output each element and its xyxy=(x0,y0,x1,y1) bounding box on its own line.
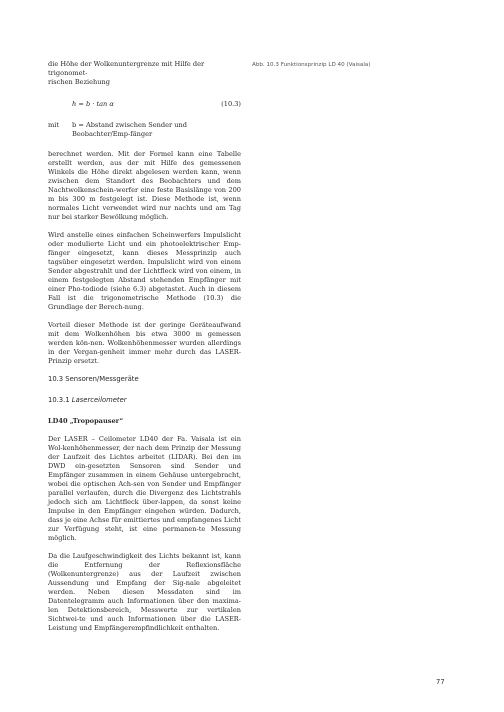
intro-line: die Höhe der Wolkenuntergrenze mit Hilfe der trigonomet- xyxy=(48,60,205,77)
paragraph-1: berechnet werden. Mit der Formel kann eine Tabelle erstellt werden, aus der mit Hilfe des gemessenen Winkels die Höhe direkt abgelesen werden kann, wenn zwischen dem Standort des Beobachters und dem Nachtwolkenschein-werfer eine feste Basislänge von 200 m bis 300 m festgelegt ist. Diese Methode ist, wenn normales Licht verwendet wird nur nachts und am Tag nur bei starker Bewölkung möglich. xyxy=(48,150,241,221)
page-number: 77 xyxy=(436,678,445,686)
paragraph-5: Da die Laufgeschwindigkeit des Lichts bekannt ist, kann die Entfernung der Reflexionsfläche (Wolkenuntergrenze) aus der Laufzeit zwischen Aussendung und Empfang der Sig-nale abgeleitet werden. Neben diesen Messdaten sind im Datentelegramm auch Informationen über den maxima-len Detektionsbereich, Messwerte zur vertikalen Sichtwei-te und auch Informationen über die LASER-Leistung und Empfängerempfindlichkeit enthalten. xyxy=(48,552,241,632)
device-title: LD40 „Tropopauser“ xyxy=(48,417,124,425)
definition-text: b = Abstand zwischen Sender und Beobachter/Emp-fänger xyxy=(72,121,187,138)
intro-paragraph xyxy=(48,60,241,87)
main-text-column xyxy=(48,60,241,642)
definition-mit: mit xyxy=(48,121,60,129)
paragraph-3: Vorteil dieser Methode ist der geringe Geräteaufwand mit dem Wolkenhöhen bis etwa 3000 m gemessen werden kön-nen. Wolkenhöhenmesser wurden allerdings in der Vergan-genheit immer mehr durch das LASER-Prinzip ersetzt. xyxy=(48,321,241,365)
section-heading: 10.3 Sensoren/Messgeräte xyxy=(48,375,139,383)
intro-line: rischen Beziehung xyxy=(48,78,111,86)
formula-expression: h = b · tan α xyxy=(72,100,114,108)
subsection-number: 10.3.1 xyxy=(48,396,70,404)
formula-number: (10.3) xyxy=(221,100,241,108)
subsection-heading xyxy=(48,396,241,405)
paragraph-4: Der LASER – Ceilometer LD40 der Fa. Vaisala ist ein Wol-kenhöhenmesser, der nach dem Prinzip der Messung der Laufzeit des Lichtes arbeitet (LIDAR). Bei den im DWD ein-gesetzten Sensoren sind Sender und Empfänger zusammen in einem Gehäuse untergebracht, wobei die optischen Ach-sen von Sender und Empfänger parallel verlaufen, durch die Divergenz des Lichtstrahls jedoch sich am Lichtfleck über-lappen, da sonst keine Impulse in den Empfänger eingehen würden. Dadurch, dass je eine Achse für emittiertes und empfangenes Licht zur Verfügung steht, ist eine permanen-te Messung möglich. xyxy=(48,435,241,542)
formula-definition xyxy=(48,121,241,139)
subsection-title: Laserceilometer xyxy=(71,396,127,404)
figure-caption: Abb. 10.3 Funktionsprinzip LD 40 (Vaisala) xyxy=(252,62,371,68)
formula-block xyxy=(48,100,241,109)
paragraph-2: Wird anstelle eines einfachen Scheinwerfers Impulslicht oder modulierte Licht und ein photoelektrischer Emp-fänger eingesetzt, kann dieses Messprinzip auch tagsüber eingesetzt werden. Impulslicht wird von einem Sender abgestrahlt und der Lichtfleck wird von einem, in einem festgelegten Abstand stehenden Empfänger mit einer Pho-todiode (siehe 6.3) abgetastet. Auch in diesem Fall ist die trigonometrische Methode (10.3) die Grundlage der Berech-nung. xyxy=(48,231,241,311)
